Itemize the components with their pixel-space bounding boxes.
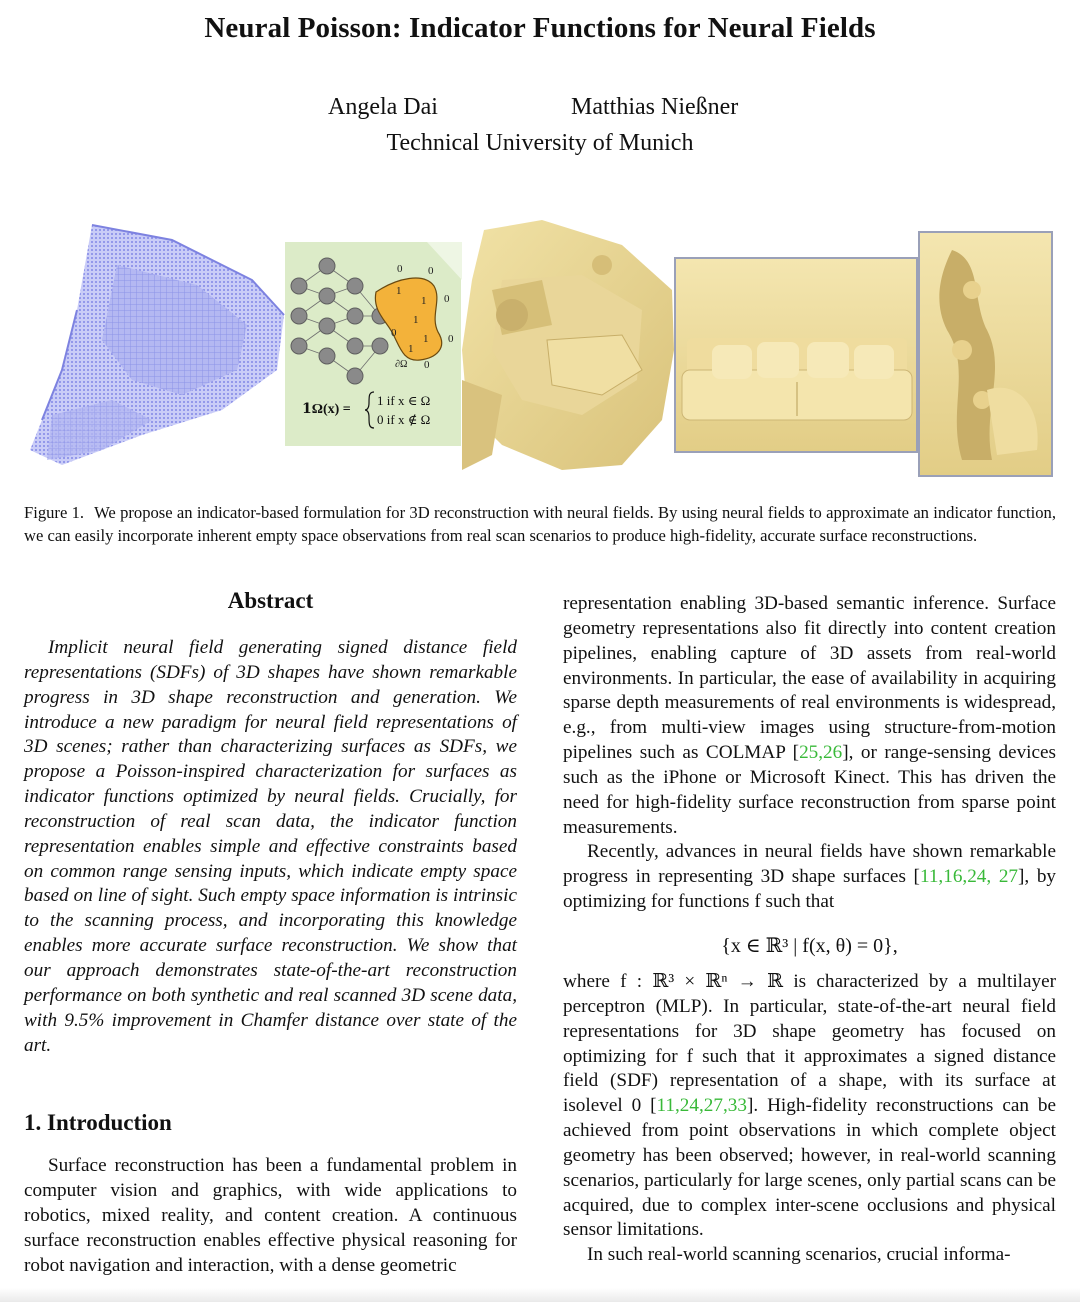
introduction-heading: 1. Introduction — [24, 1110, 172, 1136]
paragraph-text: ]. High-fidelity reconstructions can be achieved from point observations in which complete object geometry has been observed; however, in real-world scanning scenarios, particularly for large scenes, only partial scans can be acquired, due to complex inter-scene occlusions and physical sensor limitations. — [563, 1095, 1056, 1241]
right-column — [563, 592, 1056, 1268]
zero-label: 0 — [397, 263, 403, 275]
abstract-text: Implicit neural field generating signed distance field representations (SDFs) of 3D shapes have shown remarkable progress in 3D shape reconstruction and generation. We introduce a new paradigm for neural field representations of 3D scenes; rather than characterizing surfaces as SDFs, we propose a Poisson-inspired characterization for surfaces as indicator functions optimized by neural fields. Crucially, for reconstruction of real scan data, the indicator function representation enables simple and effective constraints based on common range sensing inputs, which indicate empty space based on line of sight. Such empty space information is intrinsic to the scanning process, and incorporating this knowledge enables more accurate surface reconstruction. We show that our approach demonstrates state-of-the-art reconstruction performance on both synthetic and real scanned 3D scene data, with 9.5% improvement in Chamfer distance over state of the art. — [24, 637, 517, 1056]
paragraph-text: Recently, advances in neural fields have shown remarkable progress in representing 3D shape surfaces [ — [563, 841, 1056, 888]
zero-label: 0 — [391, 327, 397, 339]
one-label: 1 — [396, 285, 402, 297]
one-label: 1 — [413, 314, 419, 326]
citation-link[interactable]: 25 — [799, 742, 819, 764]
zero-label: 0 — [428, 265, 434, 277]
author-name: Matthias Nießner — [571, 94, 739, 120]
citation-separator: , — [938, 866, 944, 888]
citation-link[interactable]: 27 — [703, 1095, 723, 1117]
citation-link[interactable]: 27 — [998, 866, 1019, 888]
clutter-closeup-image — [919, 232, 1052, 476]
author-list — [0, 94, 1080, 126]
citation-separator: , — [698, 1095, 704, 1117]
indicator-formula-case-inside: 1 if x ∈ Ω — [377, 393, 431, 408]
abstract-heading: Abstract — [227, 588, 314, 613]
left-column — [24, 588, 517, 1279]
body-paragraph — [563, 840, 1056, 915]
introduction-paragraph: Surface reconstruction has been a fundamental problem in computer vision and graphics, with wide applications to robotics, mixed reality, and content creation. A continuous surface reconstruction enables effective physical reasoning for robot navigation and interaction, with a dense geometric — [24, 1155, 517, 1276]
affiliation: Technical University of Munich — [386, 130, 694, 156]
body-paragraph: In such real-world scanning scenarios, crucial informa- — [587, 1244, 1011, 1266]
zero-label: 0 — [424, 359, 430, 371]
boundary-label: ∂Ω — [395, 359, 408, 370]
indicator-formula-case-outside: 0 if x ∉ Ω — [377, 412, 431, 427]
indicator-formula-lhs: 𝟏Ω(x) = — [302, 402, 351, 417]
citation-link[interactable]: 16 — [943, 866, 963, 888]
citation-link[interactable]: 11 — [919, 866, 939, 888]
citation-separator: , — [675, 1095, 680, 1117]
figure-caption — [24, 502, 1056, 547]
zero-label: 0 — [444, 293, 450, 305]
figure-label: Figure 1. — [24, 503, 85, 522]
citation-link[interactable]: 24 — [967, 866, 987, 888]
one-label: 1 — [421, 295, 427, 307]
body-paragraph — [563, 970, 1056, 1243]
teaser-figure — [22, 220, 1058, 482]
figure-caption-text: We propose an indicator-based formulation for 3D reconstruction with neural fields. By using neural fields to approximate an indicator function, we can easily incorporate inherent empty space observations from real scan scenarios to produce high-fidelity, accurate surface reconstructions. — [24, 503, 1056, 545]
zero-label: 0 — [448, 333, 454, 345]
paragraph-text: representation enabling 3D-based semantic inference. Surface geometry representations also fit directly into content creation pipelines, enabling capture of 3D assets from real-world environments. In particular, the ease of availability in acquiring sparse depth measurements of real environments is widespread, e.g., from multi-view images using structure-from-motion pipelines such as COLMAP [ — [563, 593, 1056, 764]
paper-title: Neural Poisson: Indicator Functions for Neural Fields — [204, 12, 876, 44]
citation-link[interactable]: 26 — [823, 742, 843, 764]
body-paragraph — [563, 592, 1056, 840]
citation-separator: , — [986, 866, 999, 888]
paragraph-text: ], or range-sensing devices such as the iPhone or Microsoft Kinect. This has driven the need for high-fidelity surface reconstruction from sparse point measurements. — [563, 742, 1056, 838]
citation-link[interactable]: 24 — [679, 1095, 699, 1117]
paragraph-text: where f : ℝ³ × ℝⁿ → ℝ is characterized by a multilayer perceptron (MLP). In particular, state-of-the-art neural field representations for 3D shape geometry has focused on optimizing for f such that it approximates a signed distance field (SDF) representation of a shape, with its surface at isolevel 0 [ — [563, 970, 1056, 1117]
citation-separator: , — [722, 1095, 728, 1117]
author-name: Angela Dai — [328, 94, 438, 120]
page-bottom-shadow — [0, 1288, 1080, 1302]
citation-separator: , — [962, 866, 968, 888]
paragraph-text: ], by optimizing for functions f such that — [563, 866, 1057, 913]
equation: {x ∈ ℝ³ | f(x, θ) = 0}, — [721, 934, 898, 957]
pointcloud-scan-image — [30, 225, 284, 465]
citation-link[interactable]: 33 — [727, 1095, 747, 1117]
indicator-diagram — [285, 242, 462, 446]
one-label: 1 — [408, 343, 414, 355]
one-label: 1 — [423, 333, 429, 345]
reconstructed-room-image — [462, 220, 674, 470]
citation-separator: , — [818, 742, 824, 764]
sofa-closeup-image — [675, 258, 917, 452]
citation-link[interactable]: 11 — [656, 1095, 675, 1117]
